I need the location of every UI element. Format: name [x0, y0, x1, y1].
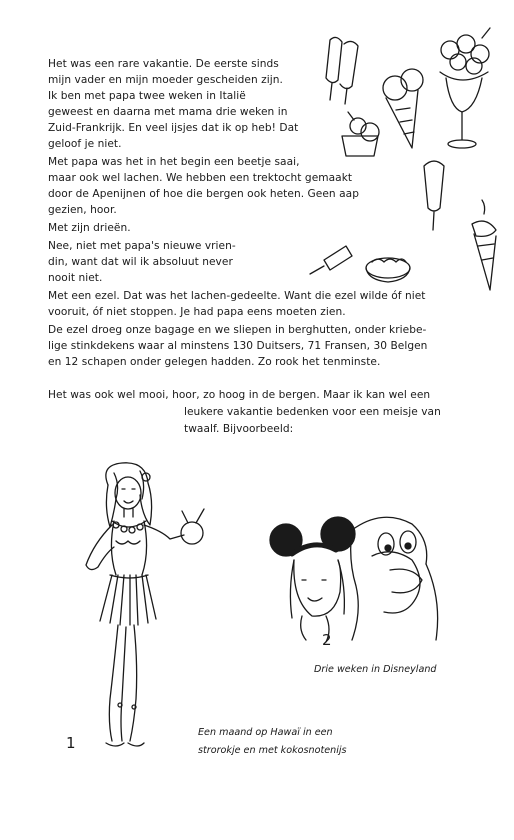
story-line-22: twaalf. Bijvoorbeeld: [184, 423, 294, 435]
story-line-1: Het was een rare vakantie. De eerste sinds [48, 58, 279, 70]
scoop-cone-icon [383, 69, 423, 148]
story-line-4: geweest en daarna met mama drie weken in [48, 106, 288, 118]
story-line-16: vooruit, óf niet stoppen. Je had papa eens moeten zien. [48, 306, 346, 318]
story-line-10: gezien, hoor. [48, 204, 117, 216]
ice-cream-doodles-illustration [300, 28, 510, 298]
soft-serve-cone-icon [472, 200, 496, 290]
story-line-13: din, want dat wil ik absoluut never [48, 256, 233, 268]
story-line-19: en 12 schapen onder gelegen hadden. Zo rook het tenminste. [48, 356, 381, 368]
story-line-5: Zuid-Frankrijk. En veel ijsjes dat ik op heb! Dat [48, 122, 299, 134]
figure-number-1: 1 [66, 734, 76, 752]
story-line-9: door de Apenijnen of hoe die bergen ook heten. Geen aap [48, 188, 359, 200]
twin-popsicle-icon [326, 37, 358, 104]
story-line-12: Nee, niet met papa's nieuwe vrien- [48, 240, 236, 252]
story-line-14: nooit niet. [48, 272, 103, 284]
story-line-20: Het was ook wel mooi, hoor, zo hoog in de bergen. Maar ik kan wel een [48, 389, 431, 401]
ice-cream-sandwich-icon [366, 258, 410, 282]
sundae-glass-icon [440, 28, 490, 148]
hawaii-caption-line-1: Een maand op Hawaï in een [198, 727, 333, 738]
disneyland-caption: Drie weken in Disneyland [314, 664, 437, 675]
story-line-3: Ik ben met papa twee weken in Italië [48, 90, 246, 102]
disneyland-illustration [252, 500, 462, 650]
stick-bar-icon [310, 246, 352, 274]
hawaii-caption-line-2: strorokje en met kokosnotenijs [198, 745, 347, 756]
story-line-17: De ezel droeg onze bagage en we sliepen in berghutten, onder kriebe- [48, 324, 427, 336]
hawaii-girl-illustration [50, 455, 220, 755]
story-line-6: geloof je niet. [48, 138, 122, 150]
story-line-18: lige stinkdekens waar al minstens 130 Duitsers, 71 Fransen, 30 Belgen [48, 340, 428, 352]
story-line-7: Met papa was het in het begin een beetje saai, [48, 156, 300, 168]
story-line-21: leukere vakantie bedenken voor een meisje van [184, 406, 441, 418]
story-line-2: mijn vader en mijn moeder gescheiden zijn. [48, 74, 283, 86]
story-line-15: Met een ezel. Dat was het lachen-gedeelte. Want die ezel wilde óf niet [48, 290, 426, 302]
ice-cream-cup-icon [342, 112, 379, 156]
figure-number-2: 2 [322, 631, 332, 649]
popsicle-icon [424, 161, 444, 230]
story-line-11: Met zijn drieën. [48, 222, 131, 234]
story-line-8: maar ook wel lachen. We hebben een trektocht gemaakt [48, 172, 353, 184]
